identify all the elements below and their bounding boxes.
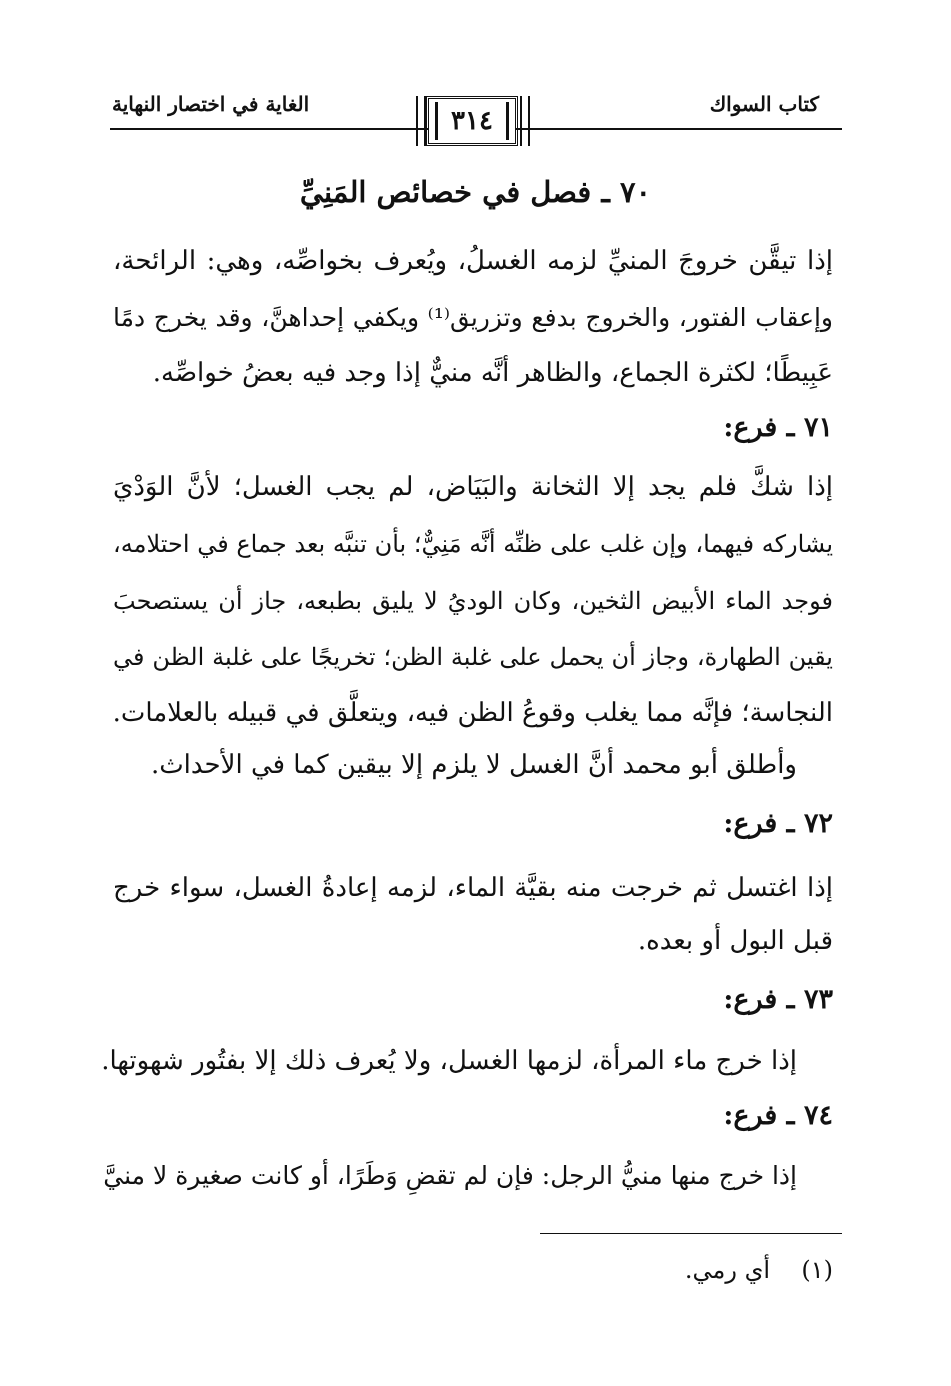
subsection-heading-73: ٧٣ ـ فرع: [723,984,833,1015]
page-number-ornament-left [416,96,426,146]
paragraph-73: إذا خرج ماء المرأة، لزمها الغسل، ولا يُعرف ذلك إلا بفتُور شهوتها. [101,1046,797,1076]
text-line: وإعقاب الفتور، والخروج بدفع وتزريق⁽¹⁾ ويكفي إحداهنَّ، وقد يخرج دمًا [113,303,833,332]
text-line: يشاركه فيهما، وإن غلب على ظنِّه أنَّه مَنِيٌّ؛ بأن تنبَّه بعد جماع في احتلامه، [113,530,833,558]
text-line: قبل البول أو بعده. [637,926,833,956]
page-number [426,96,518,146]
paragraph-74: إذا خرج منها منيُّ الرجل: فإن لم تقضِ وَطَرًا، أو كانت صغيرة لا منيَّ [103,1161,797,1190]
header-rule-right [516,128,842,130]
subsection-heading-71: ٧١ ـ فرع: [723,412,833,443]
footnote-number: (١) [801,1256,833,1284]
header-rule-left [110,128,428,130]
subsection-heading-74: ٧٤ ـ فرع: [723,1100,833,1131]
text-line: النجاسة؛ فإنَّه مما يغلب وقوعُ الظن فيه، ويتعلَّق في قبيله بالعلامات. [112,698,833,728]
header-book-title: الغاية في اختصار النهاية [112,92,310,116]
text-line: إذا شكَّ فلم يجد إلا الثخانة والبَيَاض، لم يجب الغسل؛ لأنَّ الوَدْيَ [113,472,833,502]
page-number-text: ٣١٤ [451,106,493,136]
footnote-rule [540,1233,842,1234]
text-line: يقين الطهارة، وجاز أن يحمل على غلبة الظن؛ تخريجًا على غلبة الظن في [113,643,833,671]
header-chapter-title: كتاب السواك [709,92,819,116]
footnote [685,1256,833,1284]
text-line: وأطلق أبو محمد أنَّ الغسل لا يلزم إلا بيقين كما في الأحداث. [150,750,797,780]
page-number-ornament-right [520,96,530,146]
footnote-text: أي رمي. [684,1256,771,1284]
subsection-heading-72: ٧٢ ـ فرع: [723,808,833,839]
text-line: فوجد الماء الأبيض الثخين، وكان الوديُ لا يليق بطبعه، جاز أن يستصحبَ [113,587,833,615]
section-title: ٧٠ ـ فصل في خصائص المَنِيِّ [299,175,652,209]
text-line: إذا اغتسل ثم خرجت منه بقيَّة الماء، لزمه إعادةُ الغسل، سواء خرج [113,873,833,903]
text-line: عَبِيطًا؛ لكثرة الجماع، والظاهر أنَّه منيٌّ إذا وجد فيه بعضُ خواصِّه. [152,358,833,388]
text-line: إذا تيقَّن خروجَ المنيِّ لزمه الغسلُ، ويُعرف بخواصِّه، وهي: الرائحة، [113,246,833,276]
